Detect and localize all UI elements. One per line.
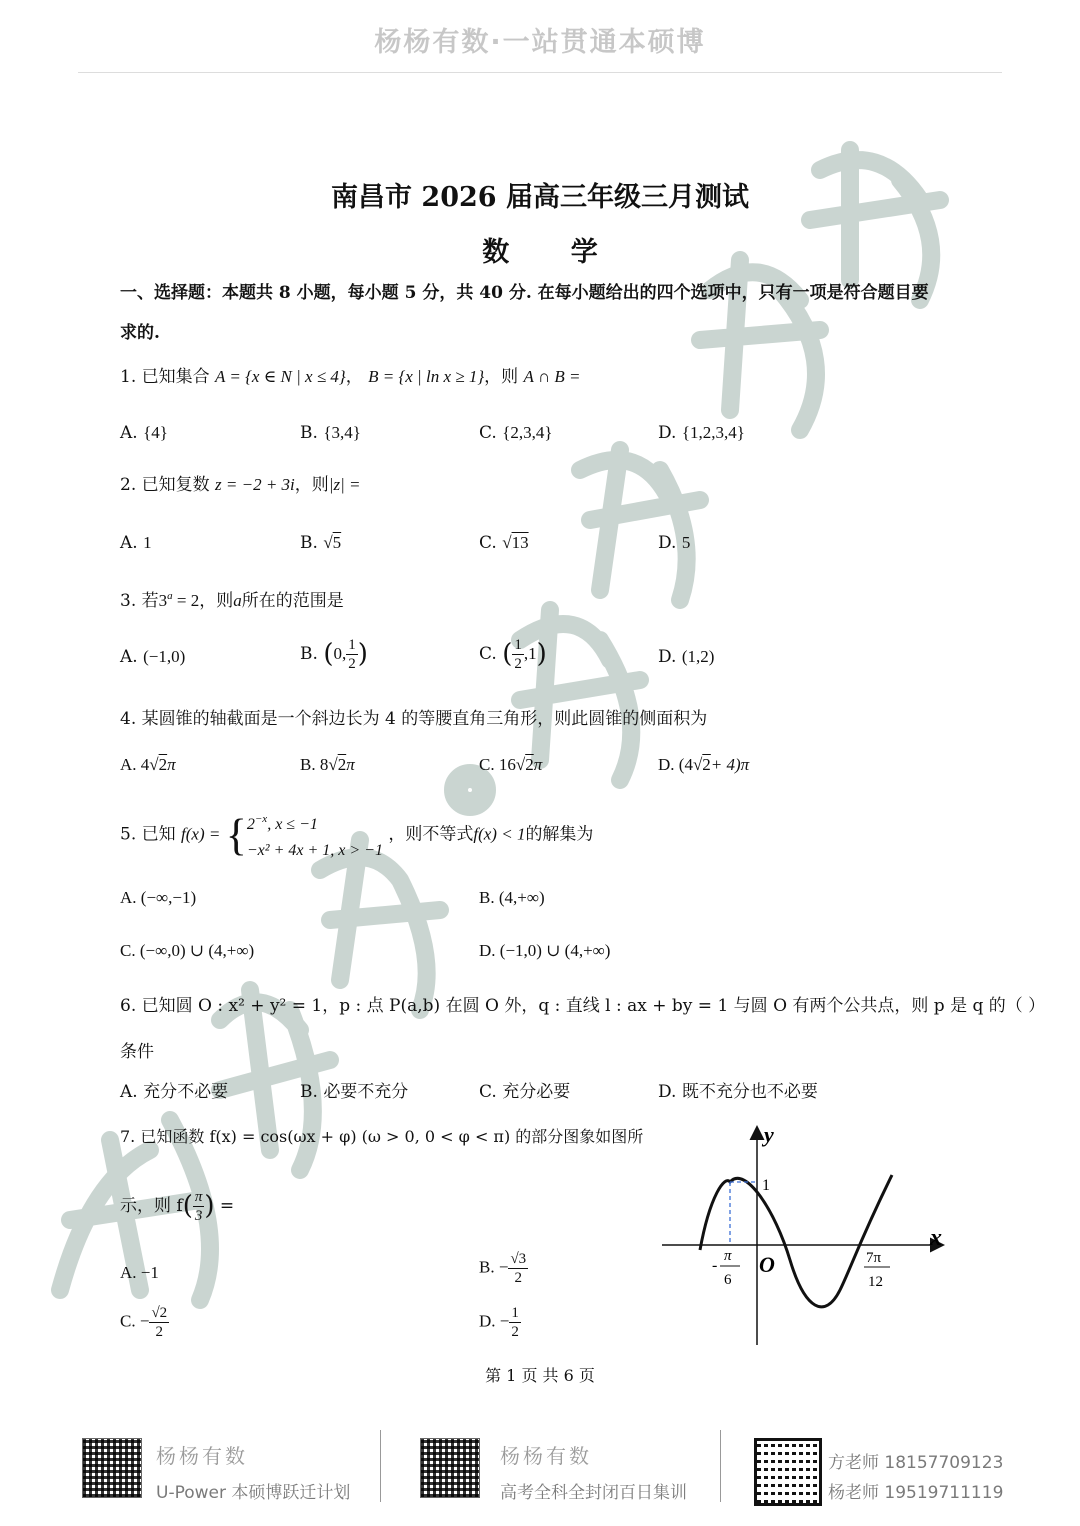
q1-option-b: B. {3,4} bbox=[300, 423, 361, 443]
q1-stem bbox=[120, 366, 581, 388]
footer-brand-2: 杨杨有数 bbox=[500, 1444, 592, 1468]
neg-tick-den: 6 bbox=[724, 1272, 732, 1288]
q3-option-c: C. ( $\frac{1}{2}$ ,1) bbox=[479, 637, 547, 672]
qr-code-3 bbox=[754, 1438, 822, 1506]
footer-slogan-1: U-Power 本硕博跃迁计划 bbox=[156, 1483, 351, 1503]
q6-stem: 6. 已知圆 O : x² + y² = 1，p : 点 P(a,b) 在圆 O 外，q : 直线 l : ax + by = 1 与圆 O 有两个公共点，则 p 是 q 的（ ） bbox=[120, 996, 1046, 1016]
qr-code-2 bbox=[420, 1438, 480, 1498]
q4-option-c: C. 16√2π bbox=[479, 755, 543, 774]
q2-option-a: A. 1 bbox=[120, 533, 152, 553]
neg-tick-sign: - bbox=[712, 1257, 718, 1274]
q5-option-b: B. (4,+∞) bbox=[479, 888, 545, 907]
q7-function-graph bbox=[660, 1120, 960, 1350]
q7-stem: 7. 已知函数 f(x) = cos(ωx + φ) (ω > 0, 0 < φ < π) 的部分图象如图所 bbox=[120, 1127, 644, 1146]
footer-contact-1: 方老师 18157709123 bbox=[828, 1453, 1004, 1473]
y-tick-1: 1 bbox=[762, 1177, 770, 1194]
q5-option-d: D. (−1,0) ∪ (4,+∞) bbox=[479, 941, 611, 960]
x-axis-label: x bbox=[930, 1225, 942, 1251]
y-axis-label: y bbox=[764, 1122, 774, 1147]
q7-option-b: B. − $\frac{√3}{2}$ bbox=[479, 1251, 527, 1286]
q1-suffix: ，则 bbox=[484, 367, 519, 387]
q2-stem: 2. 已知复数 z = −2 + 3i，则|z| = bbox=[120, 475, 361, 495]
q4-option-a: A. 4√2π bbox=[120, 755, 176, 774]
header-divider bbox=[78, 72, 1002, 73]
q3-option-d: D. (1,2) bbox=[658, 647, 715, 667]
page-number: 第 1 页 共 6 页 bbox=[485, 1366, 595, 1385]
q3-option-a: A. (−1,0) bbox=[120, 647, 186, 667]
q1-set-a: A = {x ∈ N | x ≤ 4} bbox=[215, 367, 346, 386]
q5-option-a: A. (−∞,−1) bbox=[120, 888, 197, 907]
q6-stem-cont: 条件 bbox=[120, 1042, 154, 1062]
neg-tick-num: π bbox=[724, 1248, 732, 1264]
q2-option-c: C. √13 bbox=[479, 533, 529, 553]
q2-z-expr: z = −2 + 3i bbox=[215, 475, 295, 494]
q7-stem-cont: 示，则 f( $\frac{\pi}{3}$ ) = bbox=[120, 1189, 235, 1224]
q6-option-d: D. 既不充分也不必要 bbox=[658, 1082, 818, 1102]
footer-contact-2: 杨老师 19519711119 bbox=[828, 1483, 1004, 1503]
q6-option-a: A. 充分不必要 bbox=[120, 1082, 229, 1102]
origin-label: O bbox=[759, 1252, 775, 1277]
q1-ask: A ∩ B = bbox=[523, 367, 581, 386]
footer-brand-1: 杨杨有数 bbox=[156, 1444, 248, 1468]
q6-option-b: B. 必要不充分 bbox=[300, 1082, 409, 1102]
q4-stem: 4. 某圆锥的轴截面是一个斜边长为 4 的等腰直角三角形，则此圆锥的侧面积为 bbox=[120, 709, 708, 729]
footer-slogan-2: 高考全科全封闭百日集训 bbox=[500, 1483, 687, 1503]
footer-divider-2 bbox=[720, 1430, 721, 1502]
section-heading-cont: 求的. bbox=[120, 323, 160, 343]
q1-prefix: 1. 已知集合 bbox=[120, 367, 210, 387]
q2-ask: |z| = bbox=[328, 475, 361, 494]
q6-option-c: C. 充分必要 bbox=[479, 1082, 571, 1102]
q1-option-a: A. {4} bbox=[120, 423, 168, 443]
q1-option-d: D. {1,2,3,4} bbox=[658, 423, 745, 443]
pos-tick-den: 12 bbox=[868, 1274, 883, 1290]
q3-option-b: B. (0, $\frac{1}{2}$ ) bbox=[300, 637, 368, 672]
qr-code-1 bbox=[82, 1438, 142, 1498]
q5-option-c: C. (−∞,0) ∪ (4,+∞) bbox=[120, 941, 255, 960]
q1-mid: ， bbox=[345, 367, 363, 387]
section-heading: 一、选择题：本题共 8 小题，每小题 5 分，共 40 分. 在每小题给出的四个选项中，只有一项是符合题目要 bbox=[120, 283, 929, 303]
exam-title: 南昌市 2026 届高三年级三月测试 bbox=[331, 182, 749, 213]
q1-set-b: B = {x | ln x ≥ 1} bbox=[368, 367, 485, 386]
q7-option-d: D. − $\frac{1}{2}$ bbox=[479, 1305, 519, 1340]
header-title: 杨杨有数·一站贯通本硕博 bbox=[374, 27, 706, 58]
q4-option-d: D. (4√2+ 4)π bbox=[658, 755, 750, 774]
q4-option-b: B. 8√2π bbox=[300, 755, 355, 774]
q1-option-c: C. {2,3,4} bbox=[479, 423, 553, 443]
pos-tick-num: 7π bbox=[866, 1250, 882, 1266]
q7-option-c: C. − $\frac{√2}{2}$ bbox=[120, 1305, 168, 1340]
q5-stem: 5. 已知 f(x) = { $2^{-x}$, x ≤ −1 −x² + 4x + 1, x > −1 ，则不等式f(x) < 1的解集为 bbox=[120, 810, 594, 860]
subject-title: 数 学 bbox=[482, 237, 624, 268]
q7-option-a: A. −1 bbox=[120, 1263, 159, 1282]
q2-option-b: B. √5 bbox=[300, 533, 342, 553]
q2-option-d: D. 5 bbox=[658, 533, 691, 553]
footer-divider-1 bbox=[380, 1430, 381, 1502]
q3-stem: 3. 若$3^a = 2$，则a所在的范围是 bbox=[120, 590, 344, 611]
